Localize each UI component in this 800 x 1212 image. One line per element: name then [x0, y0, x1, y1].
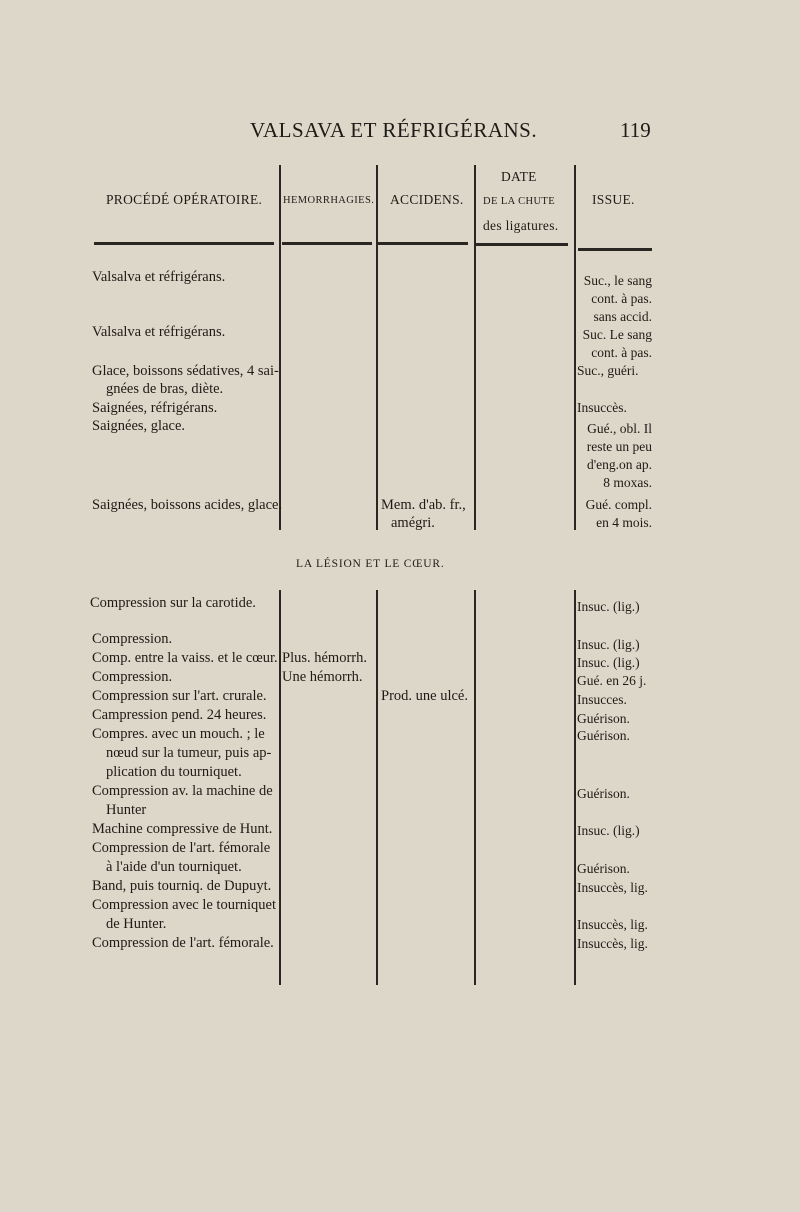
col-header-hemorrhagies: HEMORRHAGIES.: [283, 195, 375, 206]
procede-cell: Compres. avec un mouch. ; le: [92, 726, 265, 742]
issue-cell: Gué. en 26 j.: [577, 673, 647, 688]
procede-cell: à l'aide d'un tourniquet.: [106, 859, 242, 875]
accidens-cell: Prod. une ulcé.: [381, 688, 468, 704]
procede-cell: Machine compressive de Hunt.: [92, 821, 273, 837]
procede-cell: Campression pend. 24 heures.: [92, 707, 267, 723]
col-header-date-line3: des ligatures.: [483, 218, 559, 233]
issue-cell: Insuccès.: [577, 400, 627, 415]
issue-cell: Suc. Le sang cont. à pas.: [582, 327, 652, 360]
hemorrhagies-cell: Une hémorrh.: [282, 669, 363, 685]
issue-cell: Suc., le sang cont. à pas. sans accid.: [583, 273, 652, 324]
procede-cell: Compression sur la carotide.: [90, 595, 256, 611]
column-divider: [376, 165, 378, 530]
hemorrhagies-cell: Plus. hémorrh.: [282, 650, 367, 666]
issue-cell: Gué. compl. en 4 mois.: [585, 497, 652, 530]
col-header-issue: ISSUE.: [592, 192, 635, 207]
procede-cell: Compression sur l'art. crurale.: [92, 688, 267, 704]
procede-cell: Compression avec le tourniquet: [92, 897, 277, 913]
procede-cell: Valsalva et réfrigérans.: [92, 269, 226, 285]
issue-cell: Suc., guéri.: [577, 363, 639, 378]
column-divider: [574, 165, 576, 530]
header-rule: [282, 242, 372, 245]
column-divider: [376, 590, 378, 985]
column-divider: [474, 165, 476, 530]
issue-cell: Guérison.: [577, 786, 630, 801]
procede-cell: Compression.: [92, 631, 173, 647]
col-header-procede: PROCÉDÉ OPÉRATOIRE.: [106, 192, 263, 207]
running-title: VALSAVA ET RÉFRIGÉRANS.: [250, 118, 538, 142]
section-title: LA LÉSION ET LE CŒUR.: [296, 558, 445, 570]
issue-cell: Insuc. (lig.): [577, 599, 640, 614]
procede-cell: Valsalva et réfrigérans.: [92, 324, 226, 340]
procede-cell: Saignées, boissons acides, glace.: [92, 497, 283, 513]
issue-cell: Insuccès, lig.: [577, 917, 648, 932]
col-header-accidens: ACCIDENS.: [390, 192, 464, 207]
col-header-date-line1: DATE: [501, 169, 537, 184]
header-rule: [378, 242, 468, 245]
column-divider: [474, 590, 476, 985]
issue-cell: Insuccès, lig.: [577, 880, 648, 895]
procede-cell: Saignées, glace.: [92, 418, 186, 434]
procede-cell: gnées de bras, diète.: [106, 381, 224, 397]
issue-cell: Insuc. (lig.): [577, 823, 640, 838]
procede-cell: Band, puis tourniq. de Dupuyt.: [92, 878, 272, 894]
issue-cell: Insucces.: [577, 692, 627, 707]
procede-cell: plication du tourniquet.: [106, 764, 242, 780]
col-header-date-line2: DE LA CHUTE: [483, 196, 556, 207]
procede-cell: Saignées, réfrigérans.: [92, 400, 218, 416]
column-divider: [279, 590, 281, 985]
accidens-cell: amégri.: [391, 515, 435, 531]
procede-cell: Comp. entre la vaiss. et le cœur.: [92, 650, 278, 666]
procede-cell: Hunter: [106, 802, 147, 818]
header-rule: [476, 243, 568, 246]
procede-cell: Compression.: [92, 669, 173, 685]
page-number: 119: [620, 118, 651, 142]
header-rule: [578, 248, 652, 251]
issue-cell: Insuccès, lig.: [577, 936, 648, 951]
issue-cell: Insuc. (lig.): [577, 637, 640, 652]
column-divider: [574, 590, 576, 985]
procede-cell: de Hunter.: [106, 916, 167, 932]
header-rule: [94, 242, 274, 245]
procede-cell: nœud sur la tumeur, puis ap-: [106, 745, 272, 761]
issue-cell: Guérison.: [577, 861, 630, 876]
procede-cell: Compression de l'art. fémorale.: [92, 935, 274, 951]
issue-cell: Guérison.: [577, 711, 630, 726]
issue-cell: Gué., obl. Il reste un peu d'eng.on ap. 8 moxas.: [586, 421, 652, 490]
issue-cell: Insuc. (lig.): [577, 655, 640, 670]
procede-cell: Compression av. la machine de: [92, 783, 273, 799]
accidens-cell: Mem. d'ab. fr.,: [381, 497, 466, 513]
column-divider: [279, 165, 281, 530]
issue-cell: Guérison.: [577, 728, 630, 743]
procede-cell: Compression de l'art. fémorale: [92, 840, 271, 856]
procede-cell: Glace, boissons sédatives, 4 sai-: [92, 363, 279, 379]
